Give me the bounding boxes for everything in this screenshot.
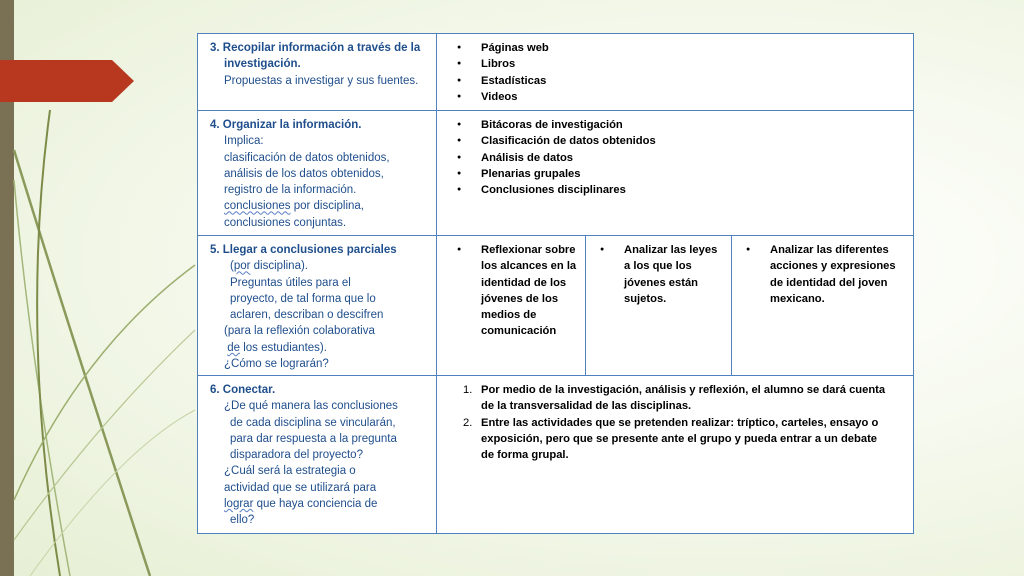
- step-3-line: Propuestas a investigar y sus fuentes.: [224, 74, 419, 87]
- step-6-line: ¿De qué manera las conclusiones: [224, 400, 398, 413]
- step-5-line: proyecto, de tal forma que lo: [230, 292, 376, 305]
- list-item: [457, 242, 585, 340]
- table-row: [198, 111, 913, 236]
- activities-table: [197, 33, 914, 534]
- item-number: 1.: [463, 384, 473, 396]
- red-arrow-shape: [0, 60, 134, 102]
- list-item: ● Páginas web: [457, 40, 913, 56]
- step-4-line: conclusiones conjuntas.: [224, 216, 347, 229]
- step-4-line: clasificación de datos obtenidos,: [224, 151, 390, 164]
- text-line: de identidad del joven: [770, 276, 888, 289]
- text-line: identidad de los: [481, 276, 567, 289]
- list-item: [463, 415, 901, 464]
- step-6-line: para dar respuesta a la pregunta: [230, 432, 397, 445]
- text-line: mexicano.: [770, 292, 825, 305]
- text-line: jóvenes de los: [481, 292, 559, 305]
- text-line: los alcances en la: [481, 260, 577, 273]
- step-6-line: disparadora del proyecto?: [230, 449, 363, 462]
- step-6-line: de cada disciplina se vincularán,: [230, 416, 396, 429]
- text-line: a los que los: [624, 260, 692, 273]
- step-6-line: actividad que se utilizará para: [224, 481, 377, 494]
- text-line: Entre las actividades que se pretenden realizar: tríptico, carteles, ensayo o: [481, 416, 879, 429]
- paren-open: (: [230, 260, 234, 273]
- step-5-line: Preguntas útiles para el: [230, 276, 351, 289]
- step-3-resources: [437, 34, 913, 110]
- step-4-title: 4. Organizar la información.: [210, 119, 362, 131]
- text-line: Por medio de la investigación, análisis y reflexión, el alumno se dará cuenta: [481, 384, 886, 396]
- text-line: medios de: [481, 309, 537, 322]
- step-4-line: análisis de los datos obtenidos,: [224, 167, 384, 180]
- text-line: ● Analizar las diferentes: [770, 244, 889, 256]
- step-6-actions: [437, 376, 913, 533]
- text-line: comunicación: [481, 325, 557, 338]
- step-6-cell: [198, 376, 437, 533]
- analysis-column-3: [732, 236, 913, 375]
- list-item: ● Clasificación de datos obtenidos: [457, 133, 913, 149]
- list-item: ● Conclusiones disciplinares: [457, 182, 913, 198]
- analysis-column-1: [437, 236, 586, 375]
- step-5-title: 5. Llegar a conclusiones parciales: [210, 244, 397, 256]
- text-line: ● Analizar las leyes: [624, 244, 718, 256]
- step-6-line: ello?: [230, 514, 255, 527]
- step-5-line: aclaren, describan o descifren: [230, 309, 384, 322]
- list-item: ● Plenarias grupales: [457, 166, 913, 182]
- spellcheck-word: por: [233, 260, 251, 273]
- analysis-column-2: [586, 236, 732, 375]
- table-row: [198, 34, 913, 111]
- step-3-title-cont: investigación.: [224, 58, 301, 71]
- step-4-line-rest: por disciplina,: [293, 200, 365, 213]
- step-6-line: [210, 496, 436, 512]
- step-5-line-rest: disciplina).: [250, 260, 308, 273]
- text-line: jóvenes están: [624, 276, 698, 289]
- step-4-line: [210, 198, 436, 214]
- list-item: ● Videos: [457, 89, 913, 105]
- step-5-line: (para la reflexión colaborativa: [224, 325, 375, 338]
- list-item: ● Libros: [457, 56, 913, 72]
- step-3-title: 3. Recopilar información a través de la: [210, 42, 421, 54]
- step-4-line: Implica:: [224, 135, 264, 148]
- list-item: [600, 242, 731, 307]
- text-line: de la transversalidad de las disciplinas.: [481, 400, 692, 413]
- item-number: 2.: [463, 416, 473, 429]
- list-item: ● Análisis de datos: [457, 150, 913, 166]
- list-item: ● Bitácoras de investigación: [457, 117, 913, 133]
- spellcheck-word: de: [227, 341, 240, 354]
- step-3-cell: [198, 34, 437, 110]
- step-5-line-rest: los estudiantes).: [240, 341, 327, 354]
- text-line: sujetos.: [624, 292, 667, 305]
- text-line: de forma grupal.: [481, 449, 569, 462]
- list-item: [746, 242, 913, 307]
- step-4-line: registro de la información.: [224, 184, 357, 197]
- text-line: ● Reflexionar sobre: [481, 244, 576, 256]
- table-row: [198, 376, 913, 533]
- step-5-cell: [198, 236, 437, 375]
- step-4-cell: [198, 111, 437, 235]
- step-6-line: ¿Cuál será la estrategia o: [224, 465, 356, 478]
- table-row: [198, 236, 913, 376]
- spellcheck-word: conclusiones: [224, 200, 291, 213]
- step-6-title: 6. Conectar.: [210, 384, 276, 396]
- text-line: exposición, pero que se presente ante el grupo y pueda entrar a un debate: [481, 432, 878, 445]
- step-5-line: ¿Cómo se lograrán?: [224, 358, 329, 371]
- step-5-line: [210, 258, 436, 274]
- step-4-resources: [437, 111, 913, 235]
- list-item: [463, 382, 901, 415]
- step-6-line-rest: que haya conciencia de: [253, 498, 378, 511]
- text-line: acciones y expresiones: [770, 260, 896, 273]
- step-5-line: [210, 340, 436, 356]
- list-item: ● Estadísticas: [457, 73, 913, 89]
- spellcheck-word: lograr: [224, 498, 254, 511]
- step-5-analysis: [437, 236, 913, 375]
